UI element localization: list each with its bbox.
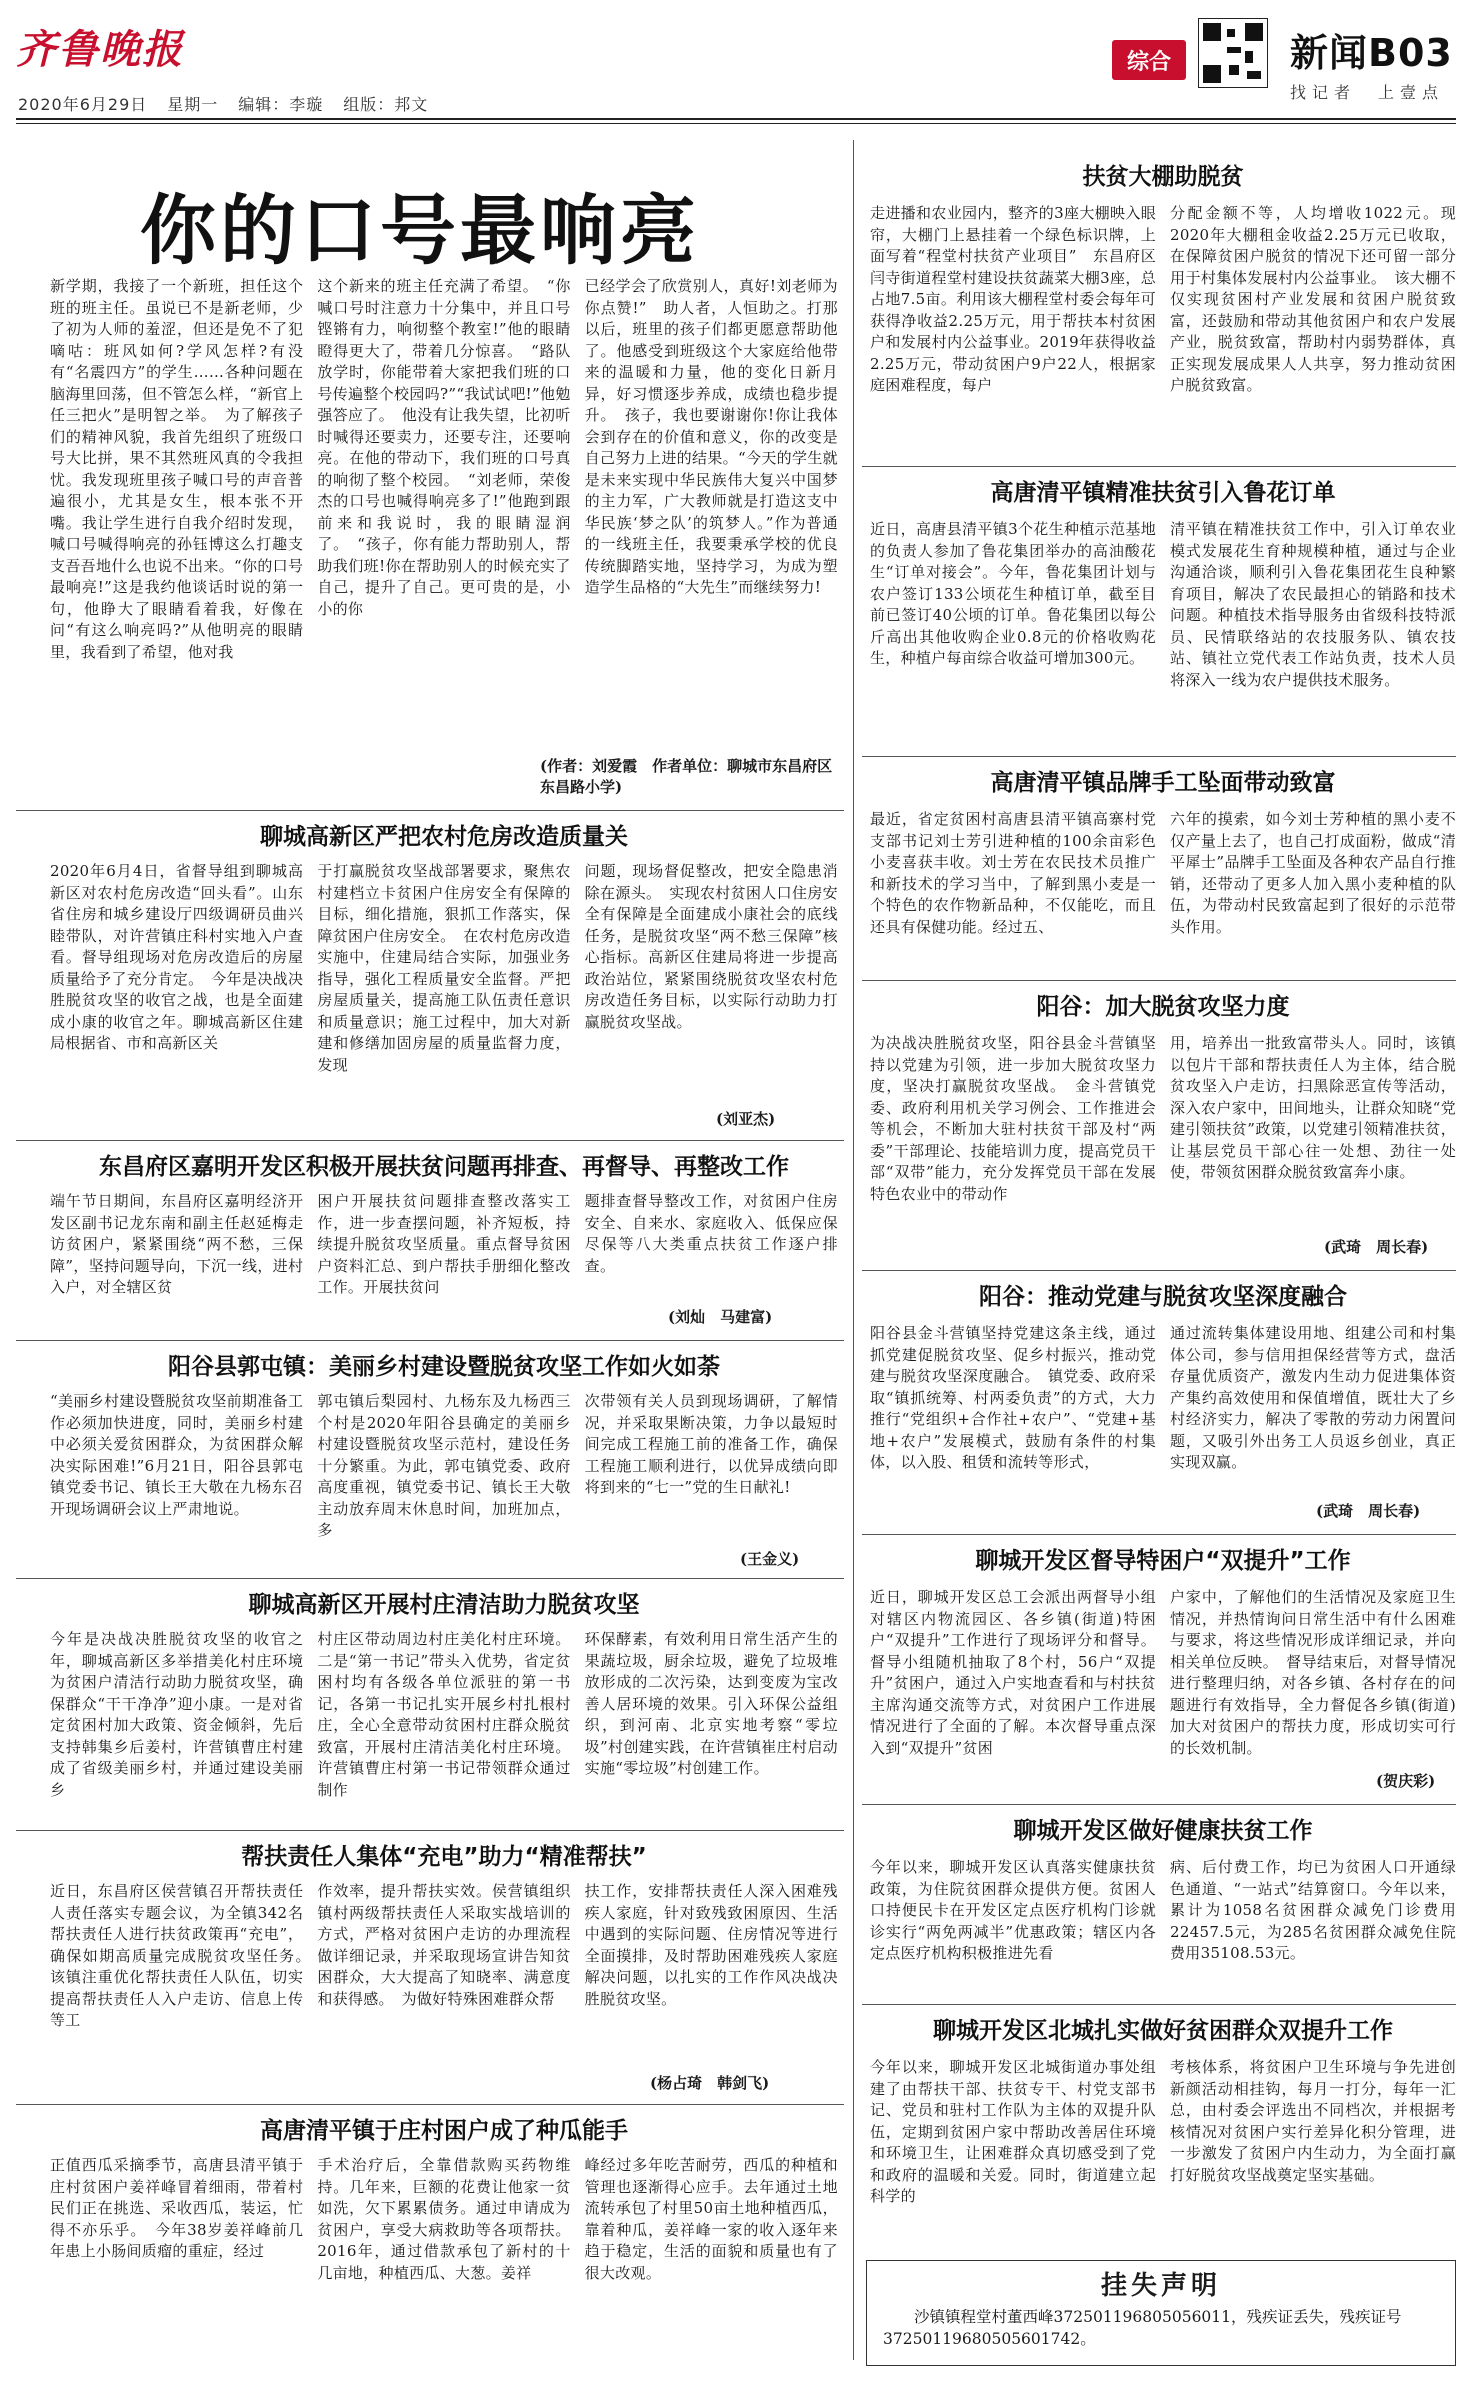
article-b7-title: 聊城开发区做好健康扶贫工作: [1013, 1818, 1313, 1844]
article-a3: [50, 1348, 838, 1549]
section-badge: 综合: [1112, 40, 1186, 80]
divider: [16, 2104, 844, 2105]
article-b5-title: 阳谷：推动党建与脱贫攻坚深度融合: [979, 1284, 1347, 1310]
b6-col-1: 近日，聊城开发区总工会派出两督导小组对辖区内物流园区、各乡镇(街道)特困户“双提升”工作进行了现场评分和督导。督导小组随机抽取了8个村，56户“双提升”贫困户，通过入户实地查看和与村扶贫主席沟通交流等方式，对贫困户工作进展情况进行了全面的了解。本次督导重点深入到“双提升”贫困: [870, 1588, 1156, 1757]
feature-headline: 你的口号最响亮: [140, 186, 700, 275]
article-b5: [870, 1278, 1456, 1523]
article-b6-title: 聊城开发区督导特困户“双提升”工作: [975, 1548, 1351, 1574]
b6-byline: (贺庆彩): [1376, 1772, 1436, 1790]
divider: [862, 1534, 1456, 1535]
feature-byline: (作者：刘爱霞 作者单位：聊城市东昌府区东昌路小学): [540, 757, 833, 796]
a4-col-1: 今年是决战决胜脱贫攻坚的收官之年，聊城高新区多举措美化村庄环境为贫困户清洁行动助力脱贫攻坚，确保群众“干干净净”迎小康。一是对省定贫困村加大政策、资金倾斜，先后支持韩集乡后姜村，许营镇曹庄村建成了省级美丽乡村，并通过建设美丽乡: [50, 1630, 304, 1799]
b6-col-2: 户家中，了解他们的生活情况及家庭卫生情况，并热情询问日常生活中有什么困难与要求，将这些情况形成详细记录，并向相关单位反映。 督导结束后，对督导情况进行整理归纳，对各乡镇、各村存在的问题进行有效指导，全力督促各乡镇(街道)加大对贫困户的帮扶力度，形成切实可行的长效机制。: [1170, 1588, 1456, 1757]
b4-col-2: 用，培养出一批致富带头人。同时，该镇以包片干部和帮扶责任人为主体，结合脱贫攻坚入户走访，扫黑除恶宣传等活动，深入农户家中，田间地头，让群众知晓“党建引领扶贫”政策，以党建引领精准扶贫，让基层党员干部心往一处想、劲往一处使，带领贫困群众脱贫致富奔小康。: [1170, 1034, 1456, 1181]
divider: [16, 1578, 844, 1579]
article-b3-title: 高唐清平镇品牌手工坠面带动致富: [990, 770, 1336, 796]
article-a5-title: 帮扶责任人集体“充电”助力“精准帮扶”: [241, 1844, 647, 1870]
divider: [862, 2004, 1456, 2005]
a4-col-3: 环保酵素，有效利用日常生活产生的果蔬垃圾，厨余垃圾，避免了垃圾堆放形成的二次污染，达到变废为宝改善人居环境的效果。引入环保公益组织，到河南、北京实地考察“零垃圾”村创建实践，在许营镇崔庄村启动实施“零垃圾”村创建工作。: [584, 1630, 838, 1777]
divider: [862, 466, 1456, 467]
article-b3: [870, 764, 1456, 965]
masthead: [0, 0, 1480, 140]
layout-credit: 组版：邦文: [343, 95, 429, 114]
article-a6-title: 高唐清平镇于庄村困户成了种瓜能手: [260, 2118, 628, 2144]
article-a2-title: 东昌府区嘉明开发区积极开展扶贫问题再排查、再督导、再整改工作: [99, 1154, 789, 1180]
a2-col-2: 困户开展扶贫问题排查整改落实工作，进一步查摆问题，补齐短板，持续提升脱贫攻坚质量。重点督导贫困户资料汇总、到户帮扶手册细化整改工作。开展扶贫问: [317, 1192, 571, 1296]
lost-notice: [866, 2260, 1456, 2366]
article-a6: [50, 2112, 838, 2369]
b1-col-1: 走进播和农业园内，整齐的3座大棚映入眼帘，大棚门上悬挂着一个绿色标识牌，上面写着“程堂村扶贫产业项目” 东昌府区闫寺街道程堂村建设扶贫蔬菜大棚3座，总占地7.5亩。利用该大棚程堂村委会每年可获得净收益2.25万元，用于帮扶本村贫困户和发展村内公益事业。2019年获得收益2.25万元，带动贫困户9户22人，根据家庭困难程度，每户: [870, 204, 1156, 394]
divider: [16, 1830, 844, 1831]
b8-col-1: 今年以来，聊城开发区北城街道办事处组建了由帮扶干部、扶贫专干、村党支部书记、党员和驻村工作队为主体的双提升队伍，定期到贫困户家中帮助改善居住环境和环境卫生，让困难群众真切感受到了党和政府的温暖和关爱。同时，街道建立起科学的: [870, 2058, 1156, 2205]
a6-col-2: 手术治疗后，全靠借款购买药物维持。几年来，巨额的花费让他家一贫如洗，欠下累累债务。通过申请成为贫困户，享受大病救助等各项帮扶。2016年，通过借款承包了新村的十几亩地，种植西瓜、大葱。姜祥: [317, 2156, 571, 2282]
b7-col-2: 病、后付费工作，均已为贫困人口开通绿色通道、“一站式”结算窗口。今年以来，累计为1058名贫困群众减免门诊费用22457.5元，为285名贫困群众减免住院费用35108.53元。: [1170, 1858, 1456, 1962]
b5-byline: (武琦 周长春): [1316, 1502, 1421, 1520]
b8-col-2: 考核体系，将贫困户卫生环境与争先进创新颜活动相挂钩，每月一打分，每年一汇总，由村委会评选出不同档次，并根据考核情况对贫困户实行差异化积分管理，进一步激发了贫困户内生动力，为全面打赢打好脱贫攻坚战奠定坚实基础。: [1170, 2058, 1456, 2184]
article-b2-title: 高唐清平镇精准扶贫引入鲁花订单: [990, 480, 1336, 506]
feature-col-1: 新学期，我接了一个新班，担任这个班的班主任。虽说已不是新老师，少了初为人师的羞涩，但还是免不了犯嘀咕：班风如何?学风怎样?有没有“名震四方”的学生……各种问题在脑海里回荡，但不管怎么样，“新官上任三把火”是明智之举。 为了解孩子们的精神风貌，我首先组织了班级口号大比拼，果不其然班风真的令我担忧。我发现班里孩子喊口号的声音普遍很小，尤其是女生，根本张不开嘴。我让学生进行自我介绍时发现，喊口号喊得响亮的孙钰博这么打趣支支吾吾地什么也说不出来。“你的口号最响亮!”这是我约他谈话时说的第一句，他睁大了眼睛看着我，好像在问“有这么响亮吗?”从他明亮的眼睛里，我看到了希望，他对我: [50, 277, 304, 661]
article-b1-title: 扶贫大棚助脱贫: [1082, 164, 1244, 190]
article-b6: [870, 1542, 1456, 1807]
issue-weekday: 星期一: [167, 95, 219, 114]
article-a4-title: 聊城高新区开展村庄清洁助力脱贫攻坚: [248, 1592, 640, 1618]
article-b2: [870, 474, 1456, 745]
b2-col-2: 清平镇在精准扶贫工作中，引入订单农业模式发展花生育种规模种植，通过与企业沟通洽谈，顺利引入鲁花集团花生良种繁育项目，解决了农民最担心的销路和技术问题。种植技术指导服务由省级科技特派员、民情联络站的农技服务队、镇农技站、镇社立党代表工作站负责，技术人员将深入一线为农户提供技术服务。: [1170, 520, 1456, 689]
newspaper-logo: 齐鲁晚报: [16, 26, 184, 73]
b3-col-2: 六年的摸索，如今刘士芳种植的黑小麦不仅产量上去了，也自己打成面粉，做成“清平犀士”品牌手工坠面及各种农产品自行推销，还带动了更多人加入黑小麦种植的队伍，为带动村民致富起到了很好的示范带头作用。: [1170, 810, 1456, 936]
qr-code-icon: [1198, 18, 1268, 88]
feature-col-3: 已经学会了欣赏别人，真好!刘老师为你点赞!” 助人者，人恒助之。打那以后，班里的孩子们都更愿意帮助他了。他感受到班级这个大家庭给他带来的温暖和力量，他的变化日新月异，好习惯逐步养成，成绩也稳步提升。 孩子，我也要谢谢你!你让我体会到存在的价值和意义，你的改变是自己努力上进的结果。“今天的学生就是未来实现中华民族伟大复兴中国梦的主力军，广大教师就是打造这支中华民族‘梦之队’的筑梦人。”作为普通的一线班主任，我要秉承学校的优良传统脚踏实地，坚持学习，为成为塑造学生品格的“大先生”而继续努力!: [584, 277, 838, 596]
page-label: 新闻B03: [1290, 31, 1453, 75]
masthead-rule: [16, 118, 1456, 120]
a5-col-2: 作效率，提升帮扶实效。侯营镇组织镇村两级帮扶责任人采取实战培训的方式，严格对贫困户走访的办理流程做详细记录，并采取现场宣讲告知贫困群众，大大提高了知晓率、满意度和获得感。 为做好特殊困难群众帮: [317, 1882, 571, 2008]
b7-col-1: 今年以来，聊城开发区认真落实健康扶贫政策，为住院贫困群众提供方便。贫困人口持便民卡在开发区定点医疗机构门诊就诊实行“两免两减半”优惠政策；辖区内各定点医疗机构积极推进先看: [870, 1858, 1156, 1962]
a6-col-1: 正值西瓜采摘季节，高唐县清平镇于庄村贫困户姜祥峰冒着细雨，带着村民们正在挑选、采收西瓜，装运，忙得不亦乐乎。 今年38岁姜祥峰前几年患上小肠间质瘤的重症，经过: [50, 2156, 304, 2260]
a6-col-3: 峰经过多年吃苦耐劳，西瓜的种植和管理也逐渐得心应手。去年通过土地流转承包了村里50亩土地种植西瓜，靠着种瓜，姜祥峰一家的收入逐年来趋于稳定，生活的面貌和质量也有了很大改观。: [584, 2156, 838, 2282]
b5-col-2: 通过流转集体建设用地、组建公司和村集体公司，参与信用担保经营等方式，盘活存量优质资产，激发内生动力促进集体资产集约高效使用和保值增值，既壮大了乡村经济实力，解决了零散的劳动力闲置问题，又吸引外出务工人员返乡创业，真正实现双赢。: [1170, 1324, 1456, 1471]
a4-col-2: 村庄区带动周边村庄美化村庄环境。二是“第一书记”带头入优势，省定贫困村均有各级各单位派驻的第一书记，各第一书记扎实开展乡村扎根村庄，全心全意带动贫困村庄群众脱贫致富，开展村庄清洁美化村庄环境。许营镇曹庄村第一书记带领群众通过制作: [317, 1630, 571, 1799]
a5-col-1: 近日，东昌府区侯营镇召开帮扶责任人责任落实专题会议，为全镇342名帮扶责任人进行扶贫政策再“充电”，确保如期高质量完成脱贫攻坚任务。 该镇注重优化帮扶责任人队伍，切实提高帮扶责任人入户走访、信息上传等工: [50, 1882, 319, 2029]
article-a1-title: 聊城高新区严把农村危房改造质量关: [260, 824, 628, 850]
issue-date: 2020年6月29日: [18, 95, 148, 114]
lost-notice-body: 沙镇镇程堂村董西峰372501196805056011，残疾证丢失，残疾证号37250119680505601742。: [883, 2308, 1402, 2348]
divider: [16, 1340, 844, 1341]
divider: [862, 1804, 1456, 1805]
a3-col-2: 郭屯镇后梨园村、九杨东及九杨西三个村是2020年阳谷县确定的美丽乡村建设暨脱贫攻坚示范村，建设任务十分繁重。为此，郭屯镇党委、政府高度重视，镇党委书记、镇长王大敬主动放弃周末休息时间，加班加点，多: [317, 1392, 571, 1539]
b4-col-1: 为决战决胜脱贫攻坚，阳谷县金斗营镇坚持以党建为引领，进一步加大脱贫攻坚力度，坚决打赢脱贫攻坚战。 金斗营镇党委、政府利用机关学习例会、工作推进会等机会，不断加大驻村扶贫干部及村“两委”干部理论、技能培训力度，提高党员干部“双带”能力，充分发挥党员干部在发展特色农业中的带动作: [870, 1034, 1156, 1203]
article-b4: [870, 988, 1456, 1261]
article-b8-title: 聊城开发区北城扎实做好贫困群众双提升工作: [933, 2018, 1393, 2044]
a1-col-3: 问题，现场督促整改，把安全隐患消除在源头。 实现农村贫困人口住房安全有保障是全面建成小康社会的底线任务，是脱贫攻坚“两不愁三保障”核心指标。高新区住建局将进一步提高政治站位，紧紧围绕脱贫攻坚农村危房改造任务目标，以实际行动助力打赢脱贫攻坚战。: [584, 862, 838, 1031]
a3-col-1: “美丽乡村建设暨脱贫攻坚前期准备工作必须加快进度，同时，美丽乡村建中必须关爱贫困群众，为贫困群众解决实际困难!”6月21日，阳谷县郭屯镇党委书记、镇长王大敬在九杨东召开现场调研会议上严肃地说。: [50, 1392, 304, 1518]
feature-article: [50, 276, 838, 796]
a2-byline: (刘灿 马建富): [668, 1308, 773, 1326]
divider: [862, 980, 1456, 981]
divider: [16, 810, 844, 811]
lost-notice-title: 挂失声明: [1100, 2271, 1221, 2301]
a5-col-3: 扶工作，安排帮扶责任人深入困难残疾人家庭，针对致残致困原因、生活中遇到的实际问题、住房情况等进行全面摸排，及时帮助困难残疾人家庭解决问题，以扎实的工作作风决战决胜脱贫攻坚。: [584, 1882, 838, 2008]
article-b1: [870, 158, 1456, 453]
editor-credit: 编辑：李璇: [238, 95, 324, 114]
b3-col-1: 最近，省定贫困村高唐县清平镇高寨村党支部书记刘士芳引进种植的100余亩彩色小麦喜获丰收。刘士芳在农民技术员推广和新技术的学习当中，了解到黑小麦是一个特色的农作物新品种，不仅能吃，而且还具有保健功能。经过五、: [870, 810, 1156, 936]
article-a3-title: 阳谷县郭屯镇：美丽乡村建设暨脱贫攻坚工作如火如荼: [168, 1354, 720, 1380]
b1-col-2: 分配金额不等，人均增收1022元。现2020年大棚租金收益2.25万元已收取，在保障贫困户脱贫的情况下还可留一部分用于村集体发展村内公益事业。 该大棚不仅实现贫困村产业发展和贫困户脱贫致富，还鼓励和带动其他贫困户和农户发展产业，脱贫致富，帮助村内弱势群体，真正实现发展成果人人共享，努力推动贫困户脱贫致富。: [1170, 204, 1456, 394]
article-a5: [50, 1838, 838, 2091]
article-a2: [50, 1148, 838, 1321]
a5-byline: (杨占琦 韩剑飞): [650, 2074, 770, 2092]
article-a1: [50, 818, 838, 1123]
a3-byline: (王金义): [740, 1550, 800, 1568]
page-subtitle: 找记者 上壹点: [1290, 83, 1445, 102]
a2-col-3: 题排查督导整改工作，对贫困户住房安全、自来水、家庭收入、低保应保尽保等八大类重点扶贫工作逐户排查。: [584, 1192, 838, 1275]
masthead-rule-thin: [16, 123, 1456, 124]
a1-byline: (刘亚杰): [716, 1110, 776, 1128]
feature-col-2: 这个新来的班主任充满了希望。 “你喊口号时注意力十分集中，并且口号铿锵有力，响彻整个教室!”他的眼睛瞪得更大了，带着几分惊喜。 “路队放学时，你能带着大家把我们班的口号传遍整个校园吗?”“我试试吧!”他勉强答应了。 他没有让我失望，比初听时喊得还要卖力，还要专注，还要响亮。在他的带动下，我们班的口号真的响彻了整个校园。 “刘老师，荣俊杰的口号也喊得响亮多了!”他跑到跟前来和我说时，我的眼睛湿润了。 “孩子，你有能力帮助别人，帮助我们班!你在帮助别人的时候充实了自己，提升了自己。更可贵的是，小小的你: [317, 277, 571, 618]
divider: [862, 1270, 1456, 1271]
divider: [862, 756, 1456, 757]
article-b4-title: 阳谷：加大脱贫攻坚力度: [1036, 994, 1290, 1020]
divider: [16, 1140, 844, 1141]
column-divider: [853, 140, 854, 2360]
b4-byline: (武琦 周长春): [1324, 1238, 1429, 1256]
a3-col-3: 次带领有关人员到现场调研，了解情况，并采取果断决策，力争以最短时间完成工程施工前的准备工作，确保工程施工顺利进行，以优异成绩向即将到来的“七一”党的生日献礼!: [584, 1392, 838, 1496]
article-b8: [870, 2012, 1456, 2257]
a1-col-1: 2020年6月4日，省督导组到聊城高新区对农村危房改造“回头看”。山东省住房和城乡建设厅四级调研员曲兴睦带队，对许营镇庄科村实地入户查看。督导组现场对危房改造后的房屋质量给予了充分肯定。 今年是决战决胜脱贫攻坚的收官之战，也是全面建成小康的收官之年。聊城高新区住建局根据省、市和高新区关: [50, 862, 304, 1052]
b2-col-1: 近日，高唐县清平镇3个花生种植示范基地的负责人参加了鲁花集团举办的高油酸花生“订单对接会”。今年，鲁花集团计划与农户签订133公顷花生种植订单，截至目前已签订40公顷的订单。鲁花集团以每公斤高出其他收购企业0.8元的价格收购花生，种植户每亩综合收益可增加300元。: [870, 520, 1156, 667]
a2-col-1: 端午节日期间，东昌府区嘉明经济开发区副书记龙东南和副主任赵延梅走访贫困户，紧紧围绕“两不愁，三保障”，坚持问题导向，下沉一线，进村入户，对全辖区贫: [50, 1192, 304, 1296]
article-a4: [50, 1586, 838, 1829]
article-b7: [870, 1812, 1456, 2007]
date-line: [18, 92, 428, 115]
a1-col-2: 于打赢脱贫攻坚战部署要求，聚焦农村建档立卡贫困户住房安全有保障的目标，细化措施，狠抓工作落实，保障贫困户住房安全。 在农村危房改造实施中，住建局结合实际，加强业务指导，强化工程质量安全监督。严把房屋质量关，提高施工队伍责任意识和质量意识；施工过程中，加大对新建和修缮加固房屋的质量监督力度，发现: [317, 862, 571, 1074]
b5-col-1: 阳谷县金斗营镇坚持党建这条主线，通过抓党建促脱贫攻坚、促乡村振兴，推动党建与脱贫攻坚深度融合。 镇党委、政府采取“镇抓统筹、村两委负责”的方式，大力推行“党组织+合作社+农户”、“党建+基地+农户”发展模式，鼓励有条件的村集体，以入股、租赁和流转等形式，: [870, 1324, 1156, 1471]
